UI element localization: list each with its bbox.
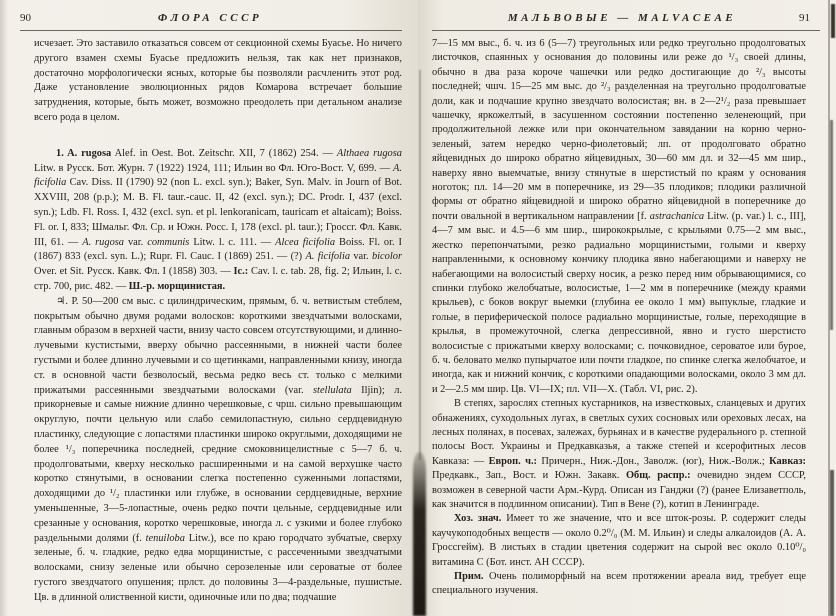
scan-edge-mark — [831, 4, 835, 38]
scan-edge-mark — [830, 120, 833, 330]
text-run: A. ficifolia — [305, 251, 351, 263]
text-run: Iljin); л. прикорневые и самые нижние длинно черешковые, с чрш. сильно превышающим округлую, почти цельную или слабо семилопастную, сильно сердцевидную пластинку, следующие с лопастями пластинки широко округлыми, доходящими не более ¹/₃ поперечника последней, средние смоковницелистные с 5—7 б. ч. продолговатыми, кверху несколько расширенными и на самой верхушке часто коротко стянутыми, в основании слегка постепенно суженными лопастями, доходящими до ¹/₂ пластинки или глубже, в основании сердцевидные, верхние уменьшенные, 3—5-лопастные, очень редко почти цельные, сердцевидные или срезанные у основания, коротко черешковые, иногда л. с узкими и более глубоко раздельными долями (f. — [34, 384, 402, 544]
right-running-title: МАЛЬВОВЫЕ — MALVACEAE — [507, 12, 737, 24]
text-run: bicolor — [371, 251, 402, 263]
text-run: stellulata — [313, 384, 352, 396]
text-run: Причерн., Ниж.-Дон., Заволж. (юг), Ниж.-Волж.; — [537, 455, 770, 467]
paragraph — [34, 37, 402, 126]
text-run: var. — [350, 251, 372, 263]
text-run: Предкавк., Зап., Вост. и Южн. Закавк. — [432, 470, 626, 482]
text-run: исчезает. Это заставило отказаться совсем от секционной схемы Буасье. Но ничего другого взамен схемы Буасье предложить нельзя, так как нет признаков, достаточно морфологически ясных, которые бы позволяли расчленить этот род. Даже установление эволюционных рядов Комарова встречает большие затруднения, которые, быть может, возможно преодолеть при детальном анализе всего рода в целом. — [34, 38, 402, 123]
text-run: ♃. Р. 50—200 см выс. с цилиндрическим, прямым, б. ч. ветвистым стеблем, покрытым обычно двумя родами волосков: короткими звездчатыми волосками, главным образом в верхней части, внизу часто совсем отсутствующими, и длинно-лучевыми кустистыми, вверху обычно рассеянными, в нижней части более густыми и более длинно лучевыми и со щетинками, направленными книзу, иногда ст. в основной части безволосый, весьма редко весь ст. только с мелкими прижатыми рассеянными звездчатыми волосками (var. — [34, 295, 402, 396]
text-run: Общ. распр.: — [625, 470, 691, 482]
right-page — [418, 0, 836, 616]
text-run: astrachanica — [649, 210, 705, 222]
left-page-edge-shade — [0, 0, 8, 616]
right-page-header — [418, 8, 836, 28]
text-run: Европ. ч.: — [488, 455, 538, 467]
left-page-number: 90 — [20, 12, 31, 24]
text-run: Litw. l. c. 111. — — [189, 236, 276, 248]
text-run: Althaea rugosa — [336, 147, 402, 159]
text-run: Очень полиморфный на всем протяжении ареала вид, требует еще специального изучения. — [432, 571, 806, 597]
text-run: Cav. Diss. II (1790) 92 (non L. excl. syn.); Baker, Syn. Malv. in Journ of Bot. XXVIII, 208 (p.p.); M. B. Fl. taur.-cauc. II, 42 (excl. syn.); DC. Prodr. I, 437 (excl. syn.); Ldb. Fl. Ross. I, 432 (excl. syn. et pl. lenkoranicam, tauricam et altaicam); Boiss. Fl. or. I, 833; Шмальг. Фл. Ср. и Южн. Росс. I, 178 (excl. pl. taur.); Гроссг. Фл. Кавк. III, 61. — — [34, 177, 402, 248]
text-run: Хоз. знач. — [454, 513, 502, 525]
text-run: Alef. in Oest. Bot. Zeitschr. XII, 7 (1862) 254. — — [111, 147, 337, 159]
text-run: 7—15 мм выс., б. ч. из 6 (5—7) треугольных или редко треугольно продолговатых листочков, спаянных у основания до половины или реже до ¹/₃ своей длины, обычно в два раза короче чашечки или редко достигающие до ²/₃ высоты последней; чшч. 15—25 мм выс. до ²/₃ разделенная на треугольно продолговатые доли, как и подчашие крупно звездчато волосистая; вн. в 2—2¹/₂ раза превышает чашечку, яркожелтый, в засушенном состоянии постепенно зеленеющий, при продолжительной лежке или при окончательном завядании на корню черно-зеленый, затем нередко черно-фиолетовый; лп. от продолговато обратно яйцевидных до широко обратно яйцевидных, 30—60 мм дл. и 32—45 мм шир., наверху явно выемчатые, внизу стянутые в шерстистый по краям у основания ноготок; пл. 14—20 мм в поперечнике, из 29—35 плодиков; плодики различной формы от обратно яйцевидной и широко обратно яйцевидной в поперечнике до почти овальной в вертикальном направлении [f. — [432, 38, 806, 222]
text-run: Ic.: — [233, 266, 249, 278]
book-spine-shadow — [413, 452, 426, 616]
text-run: communis — [147, 236, 190, 248]
text-run: Имеет то же значение, что и все шток-розы. Р. содержит следы каучукоподобных веществ — около 0.2⁰/₀ (М. М. Ильин) и следы алкалоидов (А. А. Гроссгейм). В листьях в стадии цветения содержит на сырой вес около 0.10⁰/₀ витамина С (Бот. инст. АН СССР). — [432, 513, 806, 568]
left-header-rule — [20, 30, 402, 31]
text-run: tenuiloba — [145, 532, 185, 544]
text-run: Litw.), все по краю городчато зубчатые, сверху зеленые, б. ч. гладкие, редко едва морщинистые, с рассеченными звездчатыми волосками, снизу зеленые или обычно серозеленые или сероватые от более густого звездчатого опушения; прлст. до половины 3—4-раздельные, пушистые. Цв. в длинной олиственной кисти, одиночные или по два; подчашие — [34, 532, 402, 603]
right-page-number: 91 — [799, 12, 810, 24]
left-page-header — [0, 8, 418, 28]
right-page-body — [432, 37, 806, 612]
text-run: Alcea ficifolia — [275, 236, 336, 248]
scan-edge-mark — [830, 470, 834, 616]
text-run: 1. A. rugosa — [56, 147, 112, 159]
text-run: Boiss. Fl. or. I (1867) 833 (excl. syn. L.); Rupr. Fl. Cauc. I (1869) 251. — (?) — [34, 236, 402, 263]
text-run: Прим. — [454, 571, 484, 583]
paragraph — [432, 570, 806, 599]
text-run: Litw. в Русск. Бот. Журн. 7 (1922) 1924, 111; Ильин во Фл. Юго-Вост. V, 699. — — [34, 162, 394, 174]
right-header-rule — [432, 30, 820, 31]
text-run: Кавказ: — [769, 455, 806, 467]
text-run: A. ficifolia — [34, 162, 402, 189]
left-page-body — [34, 37, 402, 612]
text-run: var. — [124, 236, 148, 248]
text-run: Cav. l. c. tab. 28, fig. 2; Ильин, l. c. стр. 700, рис. 482. — — [34, 266, 402, 292]
text-run: A. rugosa — [82, 236, 125, 248]
text-run: очевидно эндем СССР, возможен в северной части Арм.-Курд. Описан из Ганджи (?) (ранее Елизаветполь, как значится в подлинном описании). Тип в Вене (?), котип в Ленинграде. — [432, 470, 806, 510]
paragraph — [34, 147, 402, 295]
paragraph — [432, 37, 806, 397]
book-spine-line — [419, 70, 421, 460]
paragraph — [432, 512, 806, 570]
text-run: Litw. (p. var.) l. c., III], 4—7 мм выс. и 4.5—6 мм шир., ширококрылые, с крыльями 0.75—2 мм выс., жестко перепончатыми, резко радиально морщинистыми, голыми и кверху направленными, к основному кончику плодика явно набегающими и наверху не набегающими на волосистый сверху носик, а резко перед ним обрывающимися, со спинки глубоко желобчатые, волосистые, 1—2 мм в поперечнике (между краями крыльев), с боков вокруг выемки (глубина ее около 1 мм) выпуклые, гладкие и голые, в периферической полосе радиально морщинистые, голые, переходящие в крылья, в промежуточной, слегка депрессивной, явно и густо шерстисто волосистые с прижатыми кверху волосками; с. почковидное, сероватое или бурое, б. ч. беловато мелко пупырчатое или почти гладкое, по спинке слегка желобчатое, и иногда, как и нижний кончик, с короткими опадающими волосками, около 3 мм дл. и 2—2.5 мм шир. Цв. VI—IX; пл. VII—X. (Табл. VI, рис. 2). — [432, 210, 806, 395]
paragraph — [34, 295, 402, 606]
text-run: Ш.-р. морщинистая. — [128, 280, 226, 292]
paragraph — [432, 397, 806, 512]
left-running-title: ФЛОРА СССР — [157, 12, 263, 24]
text-run: В степях, зарослях степных кустарников, на известковых, сланцевых и других обнажениях, суходольных лугах, в светлых сухих сосновых или ореховых лесах, на лесных полянах, в посевах, залежах, бурьянах и в качестве рудерального р. степной полосы Вост. Украины и Предкавказья, а также степей и ксерофитных лесов Кавказа: — — [432, 398, 806, 467]
text-run: Over. et Sit. Русск. Кавк. Фл. I (1858) 303. — — [34, 266, 234, 278]
